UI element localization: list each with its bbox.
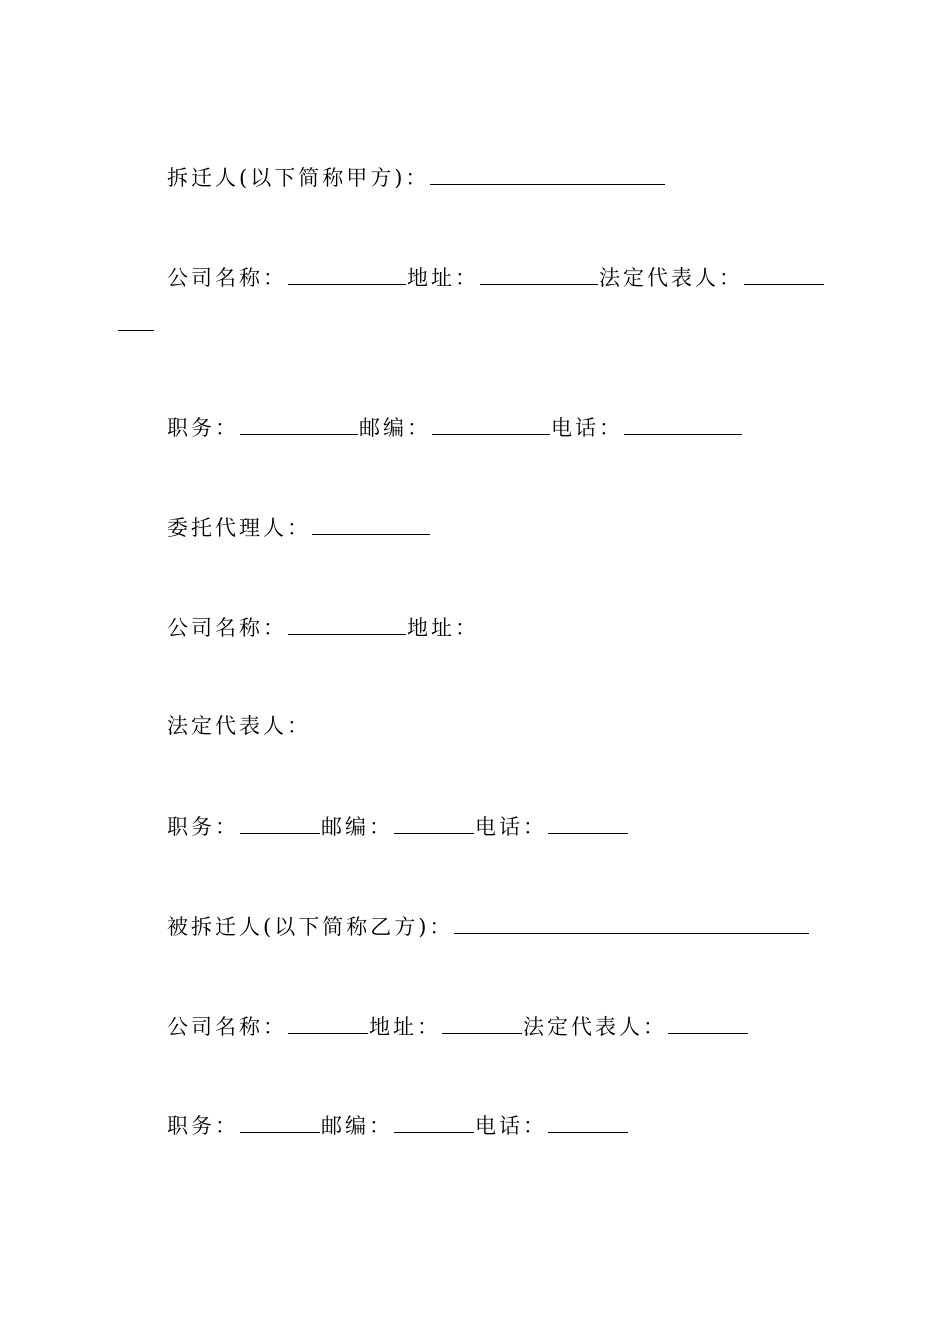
party-b-legal-rep-blank[interactable] (668, 1011, 748, 1034)
party-a-legal-rep-blank-continued[interactable] (118, 330, 154, 331)
agent-postcode-label: 邮编： (321, 815, 393, 839)
party-b-heading-line (167, 911, 810, 941)
party-b-company-line (167, 1011, 749, 1041)
party-b-legal-rep-label: 法定代表人： (523, 1015, 667, 1039)
agent-position-line (167, 811, 629, 841)
party-b-phone-blank[interactable] (548, 1110, 628, 1133)
party-b-phone-label: 电话： (475, 1114, 547, 1138)
party-b-heading: 被拆迁人(以下简称乙方)： (167, 915, 454, 939)
party-b-postcode-blank[interactable] (394, 1110, 474, 1133)
agent-name-blank[interactable] (312, 512, 430, 535)
party-a-company-blank[interactable] (288, 262, 406, 285)
party-b-address-blank[interactable] (442, 1011, 522, 1034)
agent-position-blank[interactable] (240, 811, 320, 834)
agent-heading: 委托代理人： (167, 516, 311, 540)
party-b-position-line (167, 1110, 629, 1140)
party-a-company-line (167, 262, 825, 292)
party-b-address-label: 地址： (369, 1015, 441, 1039)
party-a-postcode-blank[interactable] (432, 412, 550, 435)
party-a-position-label: 职务： (167, 416, 239, 440)
party-b-company-label: 公司名称： (167, 1015, 287, 1039)
agent-company-blank[interactable] (288, 612, 406, 635)
party-b-company-blank[interactable] (288, 1011, 368, 1034)
agent-company-line (167, 612, 479, 642)
party-a-heading: 拆迁人(以下简称甲方)： (167, 166, 430, 190)
agent-phone-label: 电话： (475, 815, 547, 839)
party-a-postcode-label: 邮编： (359, 416, 431, 440)
agent-legal-rep-label: 法定代表人： (167, 714, 311, 738)
agent-company-label: 公司名称： (167, 616, 287, 640)
agent-postcode-blank[interactable] (394, 811, 474, 834)
party-a-phone-label: 电话： (551, 416, 623, 440)
party-a-position-line (167, 412, 743, 442)
party-a-position-blank[interactable] (240, 412, 358, 435)
party-a-address-label: 地址： (407, 266, 479, 290)
party-a-name-blank[interactable] (430, 162, 665, 185)
party-a-legal-rep-blank[interactable] (744, 262, 824, 285)
party-a-phone-blank[interactable] (624, 412, 742, 435)
party-a-company-label: 公司名称： (167, 266, 287, 290)
agent-phone-blank[interactable] (548, 811, 628, 834)
agent-address-label: 地址： (407, 616, 479, 640)
party-b-name-blank[interactable] (454, 911, 809, 934)
party-a-legal-rep-label: 法定代表人： (599, 266, 743, 290)
party-b-postcode-label: 邮编： (321, 1114, 393, 1138)
party-a-address-blank[interactable] (480, 262, 598, 285)
agent-position-label: 职务： (167, 815, 239, 839)
party-b-position-label: 职务： (167, 1114, 239, 1138)
agent-legal-rep-line (167, 711, 311, 741)
party-b-position-blank[interactable] (240, 1110, 320, 1133)
agent-heading-line (167, 512, 431, 542)
party-a-heading-line (167, 162, 666, 192)
